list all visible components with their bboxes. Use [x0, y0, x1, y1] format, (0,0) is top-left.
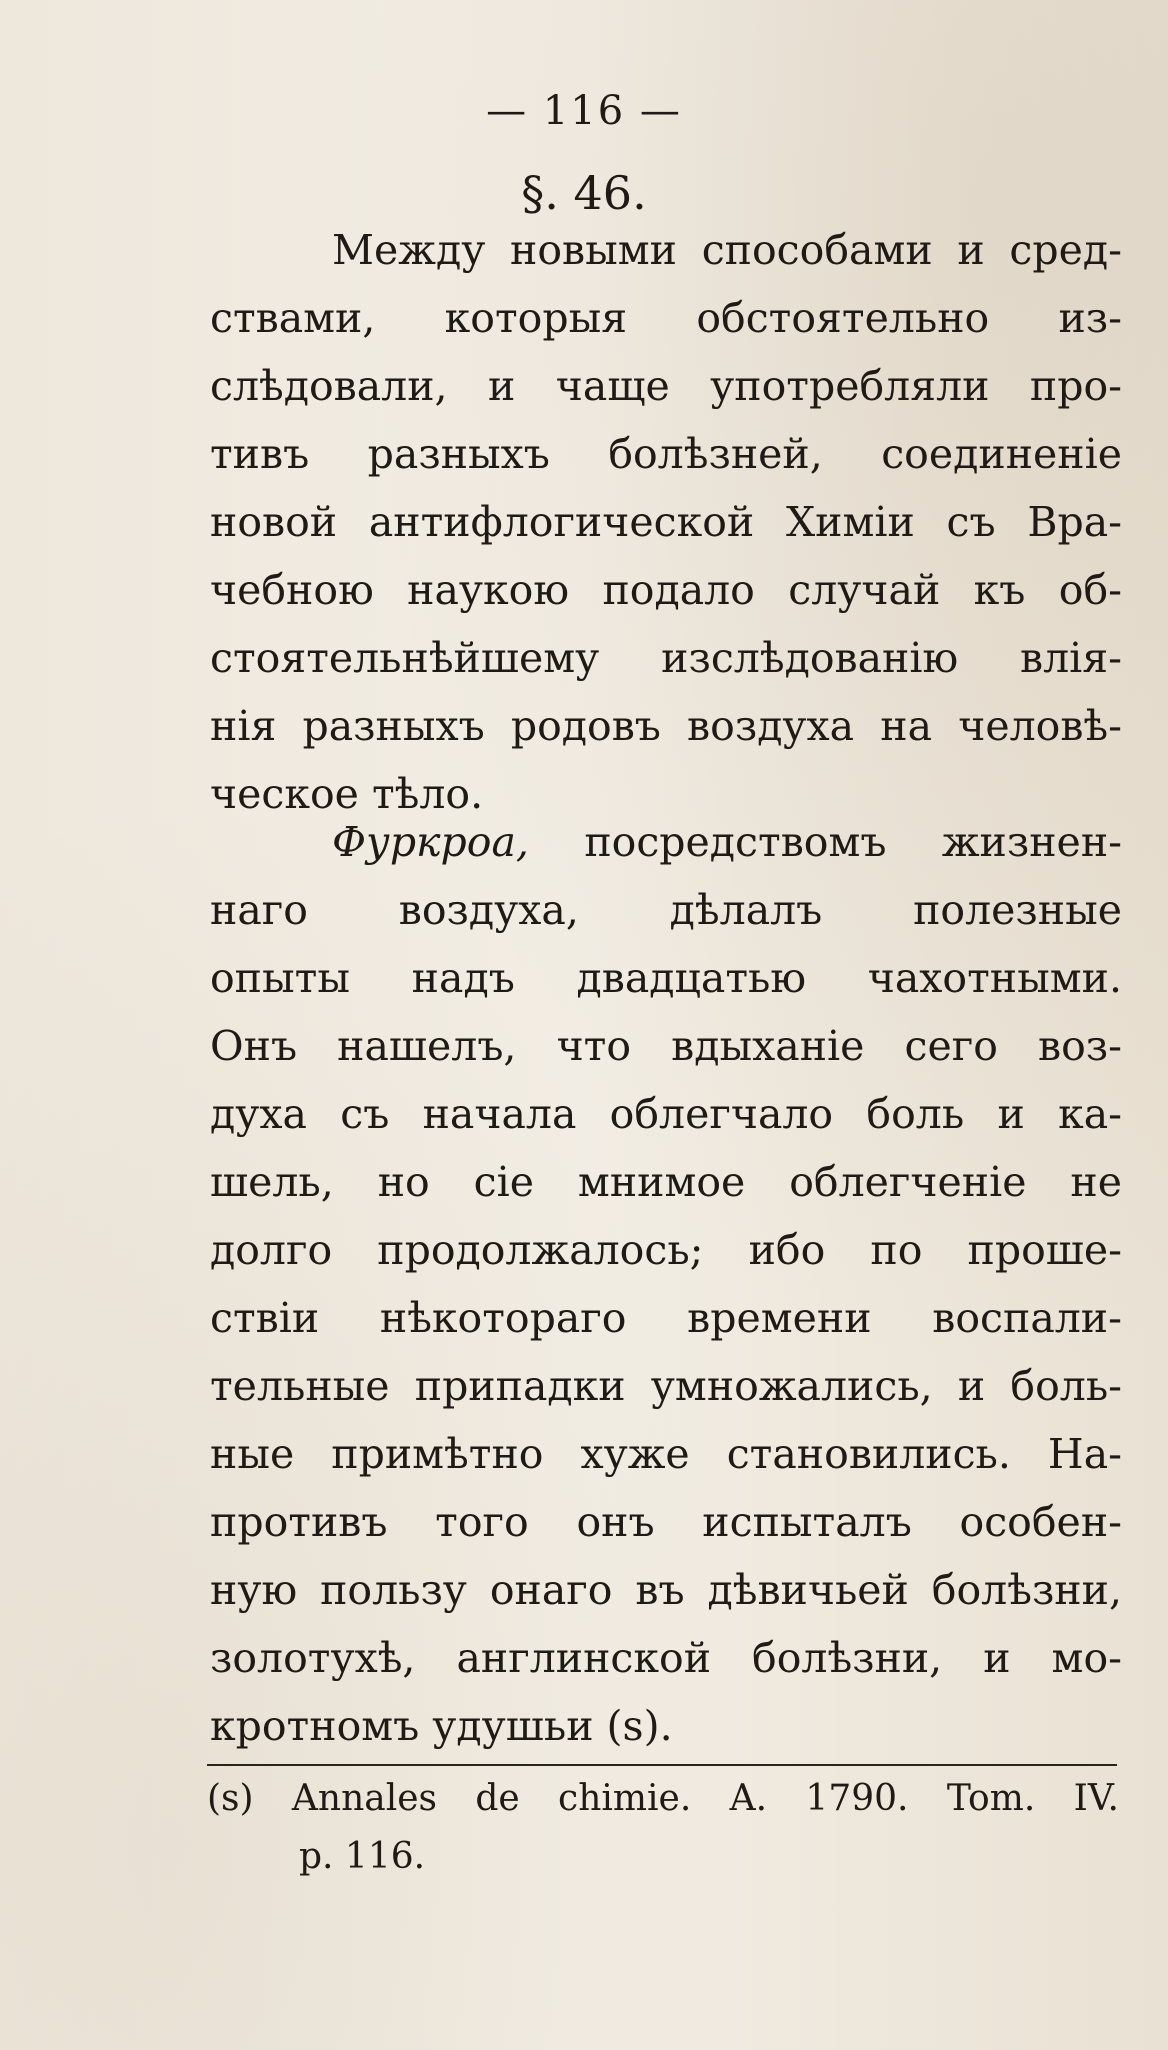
text-line: чебною наукою подало случай къ об- — [210, 566, 1122, 614]
text-line: Онъ нашелъ, что вдыханiе сего воз- — [210, 1022, 1122, 1070]
text-line: Между новыми способами и сред- — [332, 226, 1122, 274]
text-line: наго воздуха, дѣлалъ полезные — [210, 886, 1122, 934]
footnote-divider — [207, 1764, 1117, 1766]
author-name: Фуркроа, — [332, 818, 529, 866]
text-line: тельные припадки умножались, и боль- — [210, 1362, 1122, 1410]
text-line: кротномъ удушьи (s). — [210, 1702, 673, 1750]
text-line: золотухѣ, англинской болѣзни, и мо- — [210, 1634, 1122, 1682]
text-line: опыты надъ двадцатью чахотными. — [210, 954, 1122, 1002]
page-number-header: — 116 — — [486, 88, 682, 134]
text-line: шель, но сiе мнимое облегченiе не — [210, 1158, 1122, 1206]
footnote-line: (s) Annales de chimie. A. 1790. Tom. IV. — [207, 1778, 1119, 1819]
paragraph-1 — [210, 216, 1122, 828]
text-line: стоятельнѣйшему изслѣдованiю влiя- — [210, 634, 1122, 682]
text-line: ческое тѣло. — [210, 770, 484, 818]
text-line: долго продолжалось; ибо по проше- — [210, 1226, 1122, 1274]
text-line: новой антифлогической Химiи съ Вра- — [210, 498, 1122, 546]
text-line: ную пользу онаго въ дѣвичьей болѣзни, — [210, 1566, 1122, 1614]
text-line: духа съ начала облегчало боль и ка- — [210, 1090, 1122, 1138]
text-line: ные примѣтно хуже становились. На- — [210, 1430, 1122, 1478]
section-heading: §. 46. — [521, 166, 647, 220]
footnote-line: p. 116. — [299, 1836, 426, 1877]
text-line: ствiи нѣкотораго времени воспали- — [210, 1294, 1122, 1342]
text-line: слѣдовали, и чаще употребляли про- — [210, 362, 1122, 410]
text-line: ствами, которыя обстоятельно из- — [210, 294, 1122, 342]
text-line: нiя разныхъ родовъ воздуха на человѣ- — [210, 702, 1122, 750]
text-line: тивъ разныхъ болѣзней, соединенiе — [210, 430, 1122, 478]
text-line — [210, 808, 1122, 876]
text-line: противъ того онъ испыталъ особен- — [210, 1498, 1122, 1546]
paragraph-2 — [210, 808, 1122, 1760]
footnote — [207, 1770, 1119, 1886]
text-run: посредствомъ жизнен- — [528, 818, 1122, 866]
